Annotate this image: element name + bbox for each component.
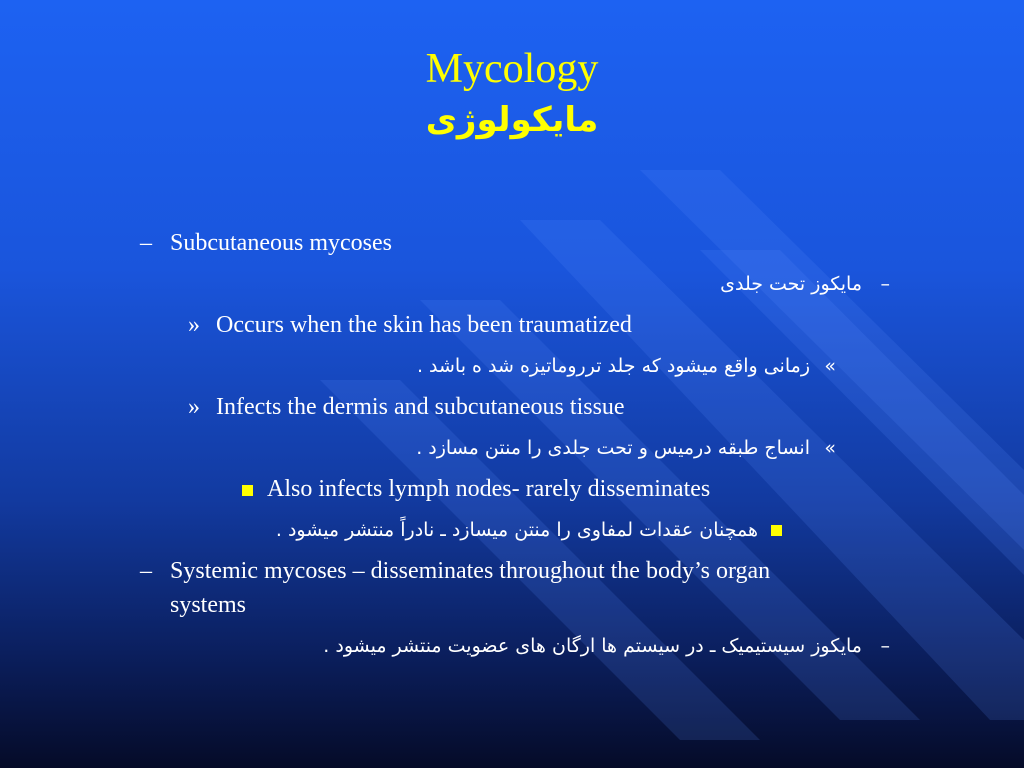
- raquo-marker: »: [188, 312, 200, 338]
- bullet-systemic-mycoses-continued: systems: [170, 592, 247, 618]
- slide-title-persian: مایکولوژی: [425, 100, 599, 140]
- bullet-text: Occurs when the skin has been traumatized: [216, 312, 632, 338]
- bullet-subcutaneous-mycoses: [140, 227, 392, 259]
- bullet-text: مایکوز تحت جلدی: [720, 273, 862, 295]
- bullet-text: زمانی واقع میشود که جلد ترروماتیزه شد ه باشد .: [416, 355, 810, 377]
- bullet-systemic-mycoses-persian: [323, 630, 890, 662]
- slide-title: Mycology: [425, 46, 599, 92]
- bullet-text: Also infects lymph nodes- rarely disseminates: [267, 476, 711, 502]
- bullet-text: Infects the dermis and subcutaneous tissue: [216, 394, 625, 420]
- subbullet-occurs-traumatized-persian: [417, 350, 836, 382]
- dash-marker: –: [140, 558, 152, 584]
- square-bullet-icon: [242, 473, 267, 505]
- raquo-marker: »: [824, 437, 836, 459]
- bullet-systemic-mycoses: [140, 555, 770, 587]
- bullet-text: Systemic mycoses – disseminates throughout the body’s organ: [170, 558, 771, 584]
- subbullet-infects-dermis: [188, 391, 625, 423]
- subsubbullet-lymph-nodes: [242, 473, 710, 505]
- raquo-marker: »: [188, 394, 200, 420]
- dash-marker: –: [140, 230, 152, 256]
- dash-marker: –: [880, 635, 890, 657]
- subbullet-occurs-traumatized: [188, 309, 632, 341]
- bullet-text: Subcutaneous mycoses: [170, 230, 392, 256]
- subsubbullet-lymph-nodes-persian: [276, 514, 782, 546]
- bullet-text: مایکوز سیستیمیک ـ در سیستم ها ارگان های عضویت منتشر میشود .: [323, 635, 862, 657]
- bullet-text: همچنان عقدات لمفاوی را منتن میسازد ـ نادراً منتشر میشود .: [275, 519, 758, 541]
- square-bullet-icon: [758, 514, 782, 546]
- bullet-subcutaneous-mycoses-persian: [720, 268, 890, 300]
- raquo-marker: »: [824, 355, 836, 377]
- bullet-text: انساج طبقه درمیس و تحت جلدی را منتن مسازد .: [416, 437, 810, 459]
- dash-marker: –: [880, 273, 890, 295]
- subbullet-infects-dermis-persian: [416, 432, 836, 464]
